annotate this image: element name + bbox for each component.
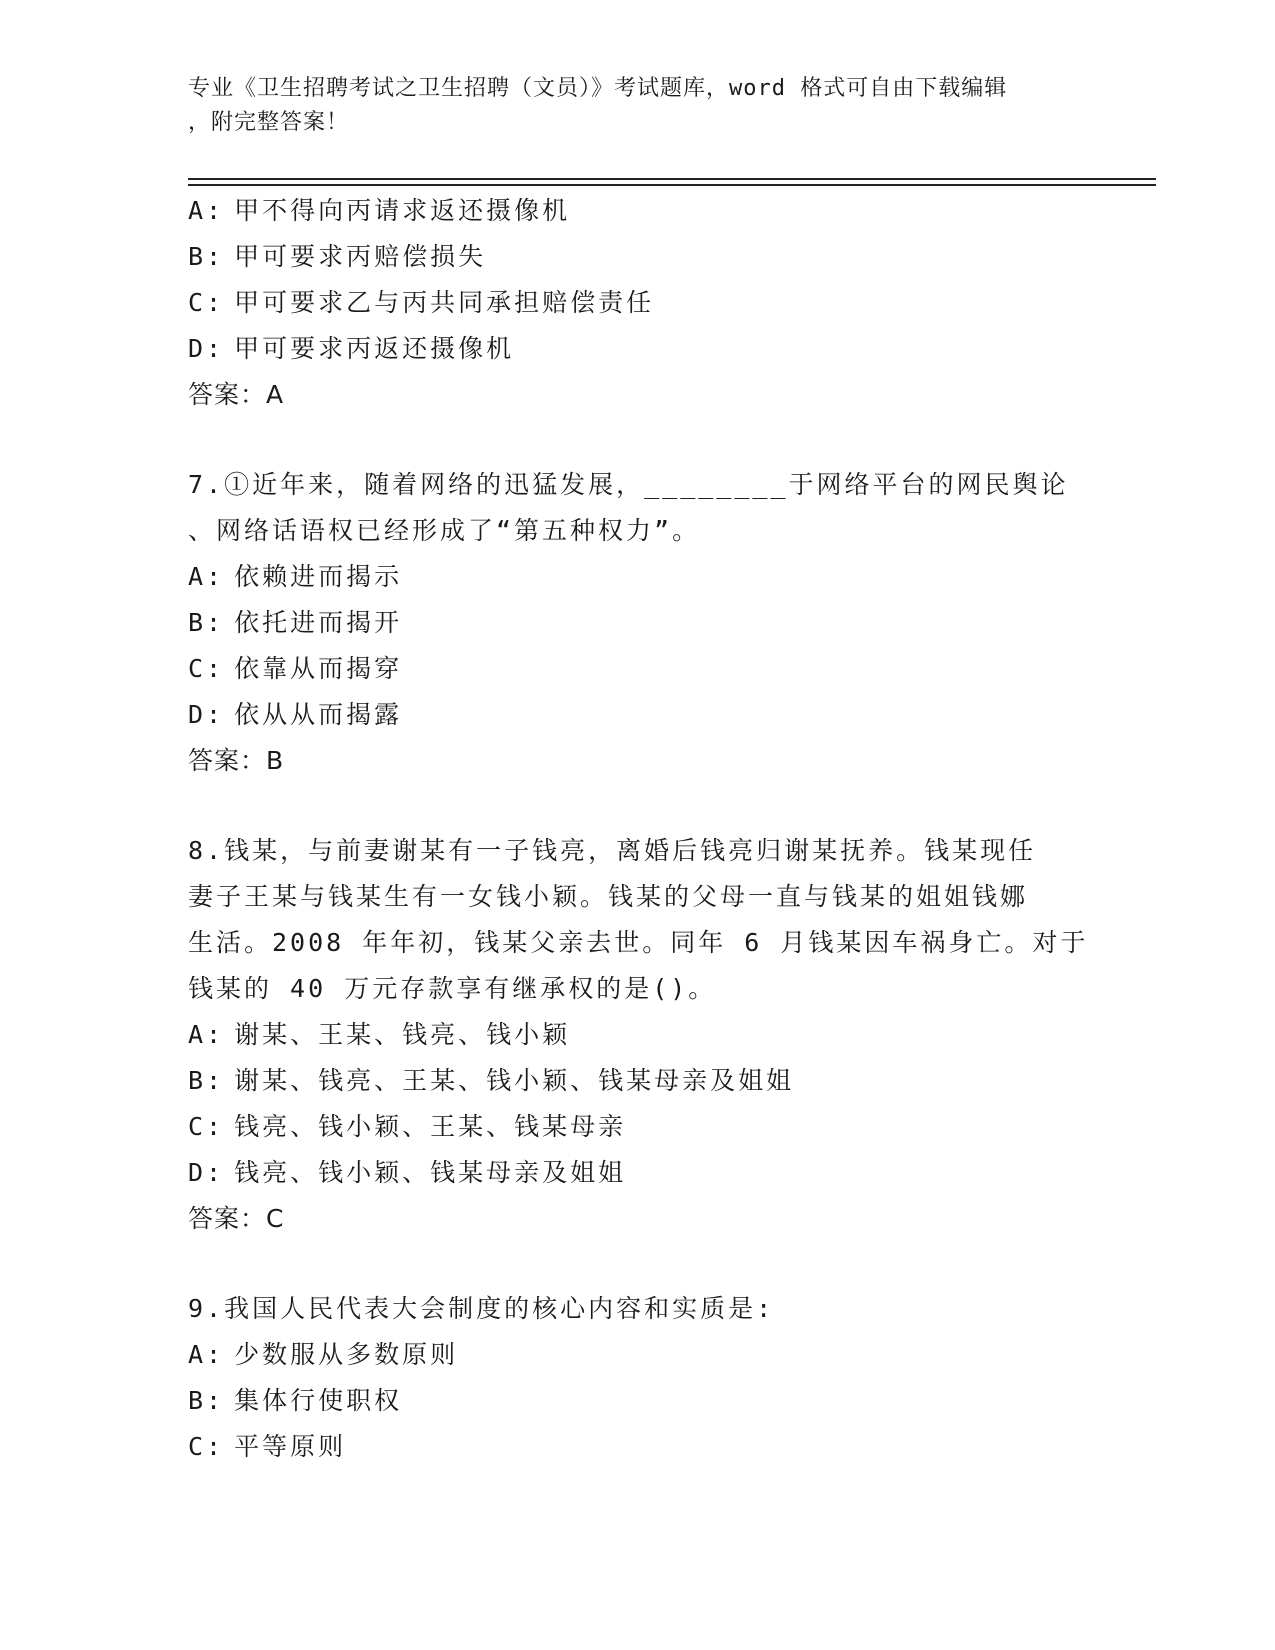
header-line-2: ，附完整答案！ — [188, 110, 350, 135]
question-7 — [188, 462, 1088, 784]
option-a: A: 少数服从多数原则 — [188, 1340, 459, 1369]
question-stem: 9.我国人民代表大会制度的核心内容和实质是: — [188, 1294, 775, 1323]
question-stem: 生活。2008 年年初，钱某父亲去世。同年 6 月钱某因车祸身亡。对于 — [188, 928, 1089, 957]
option-c: C: 甲可要求乙与丙共同承担赔偿责任 — [188, 288, 655, 317]
option-b: B: 甲可要求丙赔偿损失 — [188, 242, 487, 271]
question-stem: 8.钱某，与前妻谢某有一子钱亮，离婚后钱亮归谢某抚养。钱某现任 — [188, 836, 1037, 865]
question-stem: 钱某的 40 万元存款享有继承权的是()。 — [188, 974, 717, 1003]
option-c: C: 钱亮、钱小颖、王某、钱某母亲 — [188, 1112, 627, 1141]
option-a: A: 依赖进而揭示 — [188, 562, 403, 591]
option-b: B: 依托进而揭开 — [188, 608, 403, 637]
question-list — [188, 188, 1088, 1470]
option-c: C: 平等原则 — [188, 1432, 347, 1461]
option-a: A: 甲不得向丙请求返还摄像机 — [188, 196, 571, 225]
option-c: C: 依靠从而揭穿 — [188, 654, 403, 683]
option-d: D: 甲可要求丙返还摄像机 — [188, 334, 515, 363]
header-rule-top — [188, 178, 1156, 180]
header-line-1: 专业《卫生招聘考试之卫生招聘（文员）》考试题库，word 格式可自由下载编辑 — [188, 76, 1008, 101]
question-6 — [188, 188, 1088, 418]
option-d: D: 钱亮、钱小颖、钱某母亲及姐姐 — [188, 1158, 627, 1187]
option-d: D: 依从从而揭露 — [188, 700, 403, 729]
option-a: A: 谢某、王某、钱亮、钱小颖 — [188, 1020, 571, 1049]
answer-label: 答案：B — [188, 746, 285, 775]
question-8 — [188, 828, 1088, 1242]
question-9 — [188, 1286, 1088, 1470]
option-b: B: 谢某、钱亮、王某、钱小颖、钱某母亲及姐姐 — [188, 1066, 795, 1095]
answer-label: 答案：C — [188, 1204, 285, 1233]
question-stem: 、网络话语权已经形成了“第五种权力”。 — [188, 516, 701, 545]
document-header — [188, 72, 1088, 140]
header-rule-bottom — [188, 184, 1156, 186]
question-stem: 7.①近年来，随着网络的迅猛发展，________于网络平台的网民舆论 — [188, 470, 1069, 499]
answer-label: 答案：A — [188, 380, 285, 409]
option-b: B: 集体行使职权 — [188, 1386, 403, 1415]
question-stem: 妻子王某与钱某生有一女钱小颖。钱某的父母一直与钱某的姐姐钱娜 — [188, 882, 1029, 911]
